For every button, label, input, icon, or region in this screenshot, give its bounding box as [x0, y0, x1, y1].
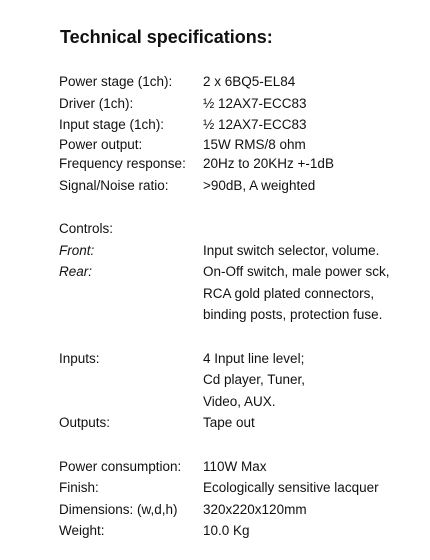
spec-row-inputs-cont-1: [59, 369, 419, 391]
spec-row-spacer: [59, 196, 419, 218]
spec-row-controls: [59, 218, 419, 240]
spec-row-power-stage: [59, 71, 419, 93]
spec-row-spacer: [59, 326, 419, 348]
spec-row-rear-cont-2: [59, 304, 419, 326]
spec-row-signal-noise: [59, 175, 419, 197]
spec-value: On-Off switch, male power sck,: [203, 264, 390, 279]
spec-row-driver: [59, 93, 419, 115]
spec-label: Front:: [59, 242, 95, 258]
spec-row-dimensions: [59, 499, 419, 521]
spec-label: Input stage (1ch):: [59, 117, 165, 132]
spec-label: Frequency response:: [59, 156, 186, 171]
spec-row-spacer: [59, 434, 419, 456]
spec-label: Driver (1ch):: [59, 95, 134, 111]
spec-value: 20Hz to 20KHz +-1dB: [203, 156, 334, 171]
spec-label: Inputs:: [59, 350, 100, 366]
spec-label: Outputs:: [59, 415, 111, 430]
spec-value: 2 x 6BQ5-EL84: [203, 74, 296, 89]
spec-label: Power consumption:: [59, 458, 182, 474]
spec-value: 320x220x120mm: [203, 501, 307, 517]
spec-value: >90dB, A weighted: [203, 177, 316, 193]
spec-row-rear-cont-1: [59, 283, 419, 305]
spec-label: Controls:: [59, 221, 114, 236]
spec-row-rear: [59, 261, 419, 283]
spec-value: RCA gold plated connectors,: [203, 285, 375, 301]
spec-row-inputs: [59, 348, 419, 370]
spec-label: Weight:: [59, 523, 105, 538]
spec-row-finish: [59, 477, 419, 499]
spec-list: [59, 71, 419, 542]
spec-value: binding posts, protection fuse.: [203, 307, 383, 322]
spec-label: Finish:: [59, 480, 99, 495]
spec-label: Dimensions: (w,d,h): [59, 501, 178, 517]
spec-value: Video, AUX.: [203, 393, 276, 409]
spec-label: Power output:: [59, 136, 143, 152]
spec-value: 110W Max: [203, 458, 267, 474]
spec-value: 15W RMS/8 ohm: [203, 136, 306, 152]
spec-row-frequency-response: [59, 153, 419, 175]
spec-value: 4 Input line level;: [203, 350, 305, 366]
spec-label: Power stage (1ch):: [59, 74, 173, 89]
spec-title: Technical specifications:: [60, 27, 273, 47]
spec-label: Signal/Noise ratio:: [59, 177, 169, 193]
spec-row-inputs-cont-2: [59, 391, 419, 413]
spec-value: Cd player, Tuner,: [203, 372, 306, 387]
spec-value: 10.0 Kg: [203, 523, 250, 538]
spec-value: Input switch selector, volume.: [203, 242, 380, 258]
spec-row-input-stage: [59, 114, 419, 136]
spec-row-weight: [59, 520, 419, 542]
spec-value: Ecologically sensitive lacquer: [203, 480, 379, 495]
spec-value: ½ 12AX7-ECC83: [203, 95, 307, 111]
spec-row-power-output: [59, 136, 419, 154]
spec-row-outputs: [59, 412, 419, 434]
spec-value: ½ 12AX7-ECC83: [203, 117, 307, 132]
spec-value: Tape out: [203, 415, 255, 430]
spec-label: Rear:: [59, 264, 93, 279]
spec-row-power-consumption: [59, 456, 419, 478]
spec-row-front: [59, 240, 419, 262]
